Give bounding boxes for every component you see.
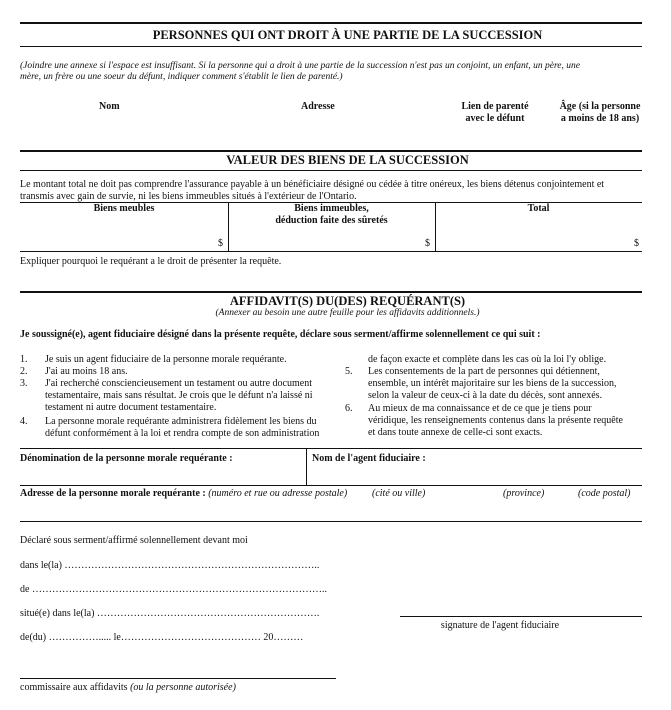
column-header-lien-2: avec le défunt: [465, 113, 525, 124]
item-6-line-2: véridique, les renseignements contenus dans la présente requête: [368, 415, 623, 426]
section1-note-line2: mère, un frère ou une soeur du défunt, indiquer comment s'établit le lien de parenté.): [20, 72, 343, 82]
agent-name-field[interactable]: [310, 466, 640, 484]
denomination-field[interactable]: [20, 466, 304, 484]
signature-line[interactable]: [400, 616, 642, 617]
sworn-line-situe[interactable]: situé(e) dans le(la) ………………………………………………………….: [20, 608, 320, 619]
denomination-top-rule: [20, 448, 642, 449]
sworn-label: Déclaré sous serment/affirmé solennellement devant moi: [20, 535, 248, 546]
section2-note-line2: transmis avec gain de survie, ni les biens immeubles situés à l'extérieur de l'Ontario.: [20, 191, 357, 202]
item-3-line-3: testament ni autre document testamentaire.: [45, 402, 217, 413]
denomination-bottom-rule: [20, 485, 642, 486]
address-label-text: Adresse de la personne morale requérante :: [20, 488, 206, 499]
item-4-num: 4.: [20, 416, 28, 427]
address-bottom-rule: [20, 521, 642, 522]
postal-hint: (code postal): [578, 488, 631, 499]
item-4-line-2: défunt conformément à la loi et rendra compte de son administration: [45, 428, 320, 439]
sworn-line-de[interactable]: de ……………………………………………………………………………..: [20, 584, 327, 595]
section1-title: PERSONNES QUI ONT DROIT À UNE PARTIE DE LA SUCCESSION: [152, 28, 543, 42]
item-3-num: 3.: [20, 378, 28, 389]
column-header-biens-meubles: Biens meubles: [93, 203, 155, 214]
province-hint: (province): [503, 488, 545, 499]
item-6-line-3: et dans toute annexe de celle-ci sont exacts.: [368, 427, 543, 438]
column-header-age-1: Âge (si la personne: [559, 101, 641, 112]
section3-title: AFFIDAVIT(S) DU(DES) REQUÉRANT(S): [229, 294, 466, 308]
item-3-line-2: testamentaire, mais sans résultat. Je crois que le défunt n'a laissé ni: [45, 390, 313, 401]
column-header-adresse: Adresse: [301, 101, 335, 112]
biens-immeubles-currency: $: [425, 238, 430, 249]
address-label: [20, 488, 347, 500]
denomination-divider: [306, 448, 307, 486]
item-5-line-3: selon la valeur de ceux-ci à la date du décès, sont annexés.: [368, 390, 603, 401]
section2-note-line1: Le montant total ne doit pas comprendre l'assurance payable à un bénéficiaire désigné ou cédée à titre onéreux, les biens détenus conjointement et: [20, 179, 605, 190]
signature-label: signature de l'agent fiduciaire: [440, 620, 560, 631]
item-4-continuation: de façon exacte et complète dans les cas où la loi l'y oblige.: [368, 354, 607, 365]
column-header-age-2: a moins de 18 ans): [560, 113, 640, 124]
commissioner-line[interactable]: [20, 678, 336, 679]
column-header-nom: Nom: [99, 101, 120, 112]
item-6-num: 6.: [345, 403, 353, 414]
agent-name-label: Nom de l'agent fiduciaire :: [312, 453, 426, 464]
section2-top-rule: [20, 150, 642, 152]
address-hint: (numéro et rue ou adresse postale): [208, 488, 348, 499]
section3-top-rule: [20, 291, 642, 293]
commissioner-hint: (ou la personne autorisée): [130, 682, 236, 693]
section2-title: VALEUR DES BIENS DE LA SUCCESSION: [226, 153, 469, 167]
item-1-num: 1.: [20, 354, 28, 365]
section3-subtitle: (Annexer au besoin une autre feuille pour les affidavits additionnels.): [215, 308, 480, 318]
column-header-total: Total: [527, 203, 550, 214]
item-6-line-1: Au mieux de ma connaissance et de ce que je tiens pour: [368, 403, 592, 414]
city-hint: (cité ou ville): [372, 488, 426, 499]
section1-title-rule: [20, 46, 642, 47]
total-currency: $: [634, 238, 639, 249]
commissioner-label: [20, 682, 236, 694]
item-5-line-1: Les consentements de la part de personnes qui détiennent,: [368, 366, 600, 377]
column-header-biens-immeubles-1: Biens immeubles,: [294, 203, 369, 214]
section1-top-rule: [20, 22, 642, 24]
item-1-line-1: Je suis un agent fiduciaire de la personne morale requérante.: [45, 354, 287, 365]
item-5-line-2: ensemble, un intérêt majoritaire sur les biens de la succession,: [368, 378, 617, 389]
commissioner-label-text: commissaire aux affidavits: [20, 682, 128, 693]
sworn-line-date[interactable]: de(du) ……………..... le…………………………………… 20………: [20, 632, 304, 643]
section1-note-line1: (Joindre une annexe si l'espace est insuffisant. Si la personne qui a droit à une partie de la succession n'est pas un conjoint, un enfant, un père, une: [20, 61, 580, 71]
item-4-line-1: La personne morale requérante administrera fidèlement les biens du: [45, 416, 317, 427]
item-2-line-1: J'ai au moins 18 ans.: [45, 366, 128, 377]
column-header-lien-1: Lien de parenté: [461, 101, 529, 112]
sworn-line-dans[interactable]: dans le(la) …………………………………………………………………..: [20, 560, 320, 571]
section2-title-rule: [20, 170, 642, 171]
biens-meubles-currency: $: [218, 238, 223, 249]
denomination-label: Dénomination de la personne morale requérante :: [20, 453, 233, 464]
item-5-num: 5.: [345, 366, 353, 377]
declaration-text: Je soussigné(e), agent fiduciaire désigné dans la présente requête, déclare sous serment/affirme solennellement ce qui suit :: [20, 329, 541, 340]
explain-text: Expliquer pourquoi le requérant a le droit de présenter la requête.: [20, 256, 282, 267]
item-3-line-1: J'ai recherché consciencieusement un testament ou autre document: [45, 378, 312, 389]
address-field[interactable]: [20, 502, 642, 520]
column-header-biens-immeubles-2: déduction faite des sûretés: [275, 215, 388, 226]
item-2-num: 2.: [20, 366, 28, 377]
